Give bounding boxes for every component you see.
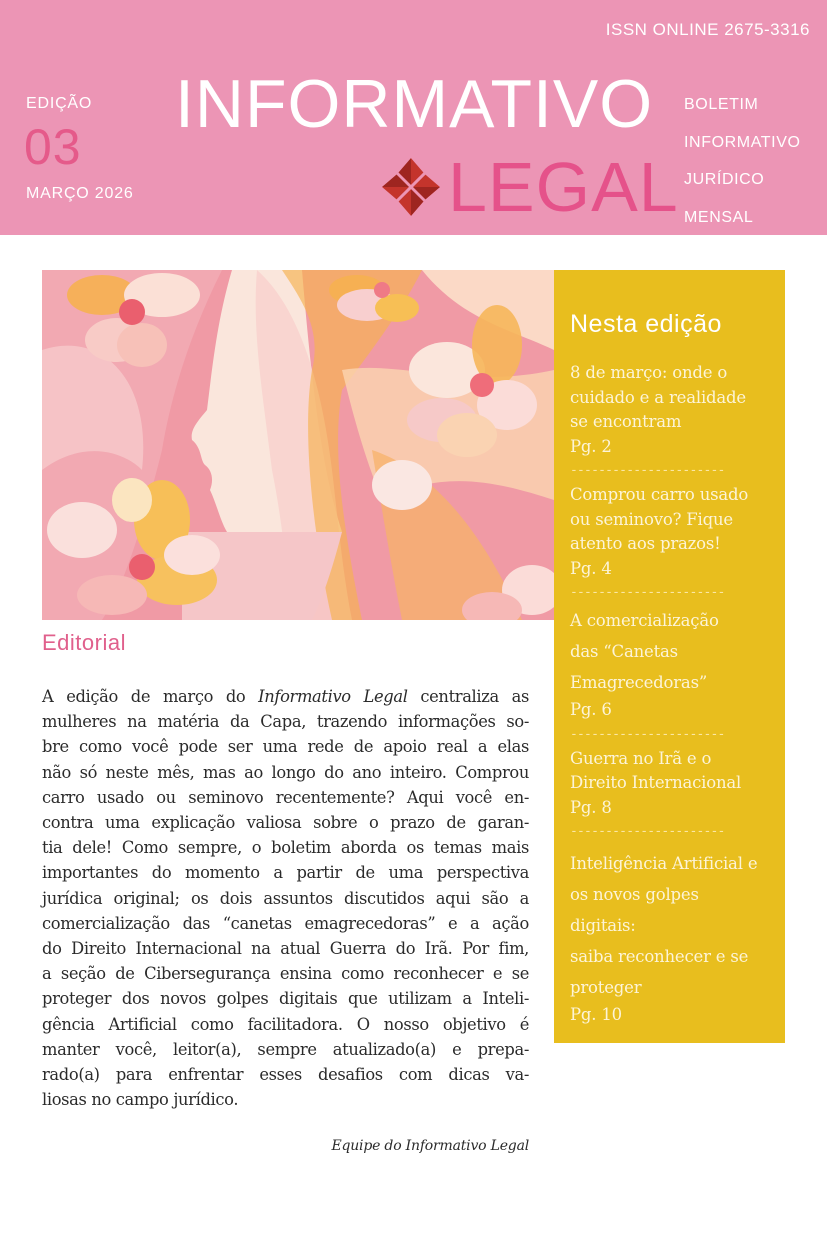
toc-item[interactable]	[570, 747, 769, 821]
masthead-title: INFORMATIVO	[175, 66, 654, 142]
toc-item[interactable]	[570, 605, 769, 723]
cover-illustration	[42, 270, 554, 620]
toc-item[interactable]	[570, 361, 769, 459]
editorial-line: importantes do momento a partir de uma perspectiva	[42, 863, 529, 883]
editorial-line: mulheres na matéria da Capa, trazendo informações so-	[42, 712, 529, 732]
editorial-line: proteger dos novos golpes digitais que utilizam a Inteli-	[42, 989, 529, 1009]
masthead-subtitle	[380, 148, 679, 226]
editorial-line: tia dele! Como sempre, o boletim aborda os temas mais	[42, 838, 529, 858]
toc-divider: ----------------------	[570, 824, 725, 839]
tagline	[684, 86, 801, 236]
edition-date: MARÇO 2026	[26, 185, 134, 202]
toc-item-title-line: Guerra no Irã e o	[570, 748, 712, 768]
toc-item-title-line: se encontram	[570, 412, 682, 431]
toc-item-title-line: A comercialização	[570, 611, 719, 630]
editorial-line: não só neste mês, mas ao longo do ano inteiro. Comprou	[42, 762, 529, 782]
toc-item-page: Pg. 2	[570, 436, 612, 456]
editorial-body	[42, 684, 529, 1112]
masthead	[0, 0, 827, 235]
editorial-line: bre como você pode ser uma rede de apoio real a elas	[42, 737, 529, 757]
editorial-line: do Direito Internacional na atual Guerra do Irã. Por fim,	[42, 939, 529, 959]
toc-item-title-line: proteger	[570, 978, 642, 997]
editorial-signature: Equipe do Informativo Legal	[331, 1138, 529, 1154]
toc-divider: ----------------------	[570, 463, 725, 478]
tagline-line: JURÍDICO	[684, 171, 765, 188]
toc-item-title-line: os novos golpes digitais:	[570, 885, 699, 935]
toc-item-title-line: Comprou carro usado	[570, 485, 749, 504]
toc-item-title-line: cuidado e a realidade	[570, 387, 746, 407]
tagline-line: MENSAL	[684, 208, 754, 226]
editorial-line: rado(a) para enfrentar esses desafios com dicas va-	[42, 1065, 529, 1085]
toc-item-page: Pg. 4	[570, 558, 612, 578]
editorial-line: manter você, leitor(a), sempre atualizado(a) e prepa-	[42, 1039, 529, 1059]
toc-divider: ----------------------	[570, 585, 725, 600]
editorial-line: comercialização das “canetas emagrecedoras” e a ação	[42, 913, 529, 933]
editorial-line: A edição de março do Informativo Legal centraliza as	[42, 687, 530, 706]
editorial-line: a seção de Cibersegurança ensina como reconhecer e se	[42, 964, 529, 984]
toc-divider: ----------------------	[570, 726, 725, 742]
woman-profile-flowers-illustration	[42, 270, 554, 620]
toc-item-title-line: Direito Internacional	[570, 773, 742, 792]
table-of-contents	[554, 270, 785, 1043]
toc-item-title-line: atento aos prazos!	[570, 534, 721, 553]
toc-item-title-line: Emagrecedoras”	[570, 673, 708, 692]
toc-item-title-line: das “Canetas	[570, 642, 678, 661]
toc-item[interactable]	[570, 483, 769, 581]
editorial-line: jurídica original; os dois assuntos discutidos aqui são a	[42, 888, 529, 908]
edition-label: EDIÇÃO	[26, 95, 93, 112]
editorial-line: gência Artificial como facilitadora. O nosso objetivo é	[42, 1014, 529, 1034]
editorial-line: contra uma explicação valiosa sobre o prazo de garan-	[42, 813, 529, 833]
edition-number: 03	[24, 119, 82, 175]
toc-item[interactable]	[570, 848, 769, 1028]
issn-label: ISSN ONLINE 2675-3316	[605, 20, 810, 39]
toc-item-page: Pg. 8	[570, 797, 612, 817]
toc-item-title-line: saiba reconhecer e se	[570, 947, 749, 966]
toc-item-title-line: 8 de março: onde o	[570, 363, 728, 382]
tagline-line: INFORMATIVO	[684, 133, 801, 151]
toc-item-title-line: ou seminovo? Fique	[570, 509, 733, 529]
editorial-line: carro usado ou seminovo recentemente? Aqui você en-	[42, 787, 529, 807]
toc-item-page: Pg. 6	[570, 700, 612, 719]
toc-title: Nesta edição	[570, 310, 722, 338]
four-petal-diamond-icon	[380, 156, 442, 218]
publication-name: Informativo Legal	[258, 687, 408, 706]
masthead-title-legal: LEGAL	[448, 148, 679, 226]
editorial-heading: Editorial	[42, 630, 126, 655]
tagline-line: BOLETIM	[684, 96, 759, 113]
toc-item-title-line: Inteligência Artificial e	[570, 854, 758, 873]
editorial-line: liosas no campo jurídico.	[42, 1090, 239, 1110]
toc-item-page: Pg. 10	[570, 1005, 622, 1024]
